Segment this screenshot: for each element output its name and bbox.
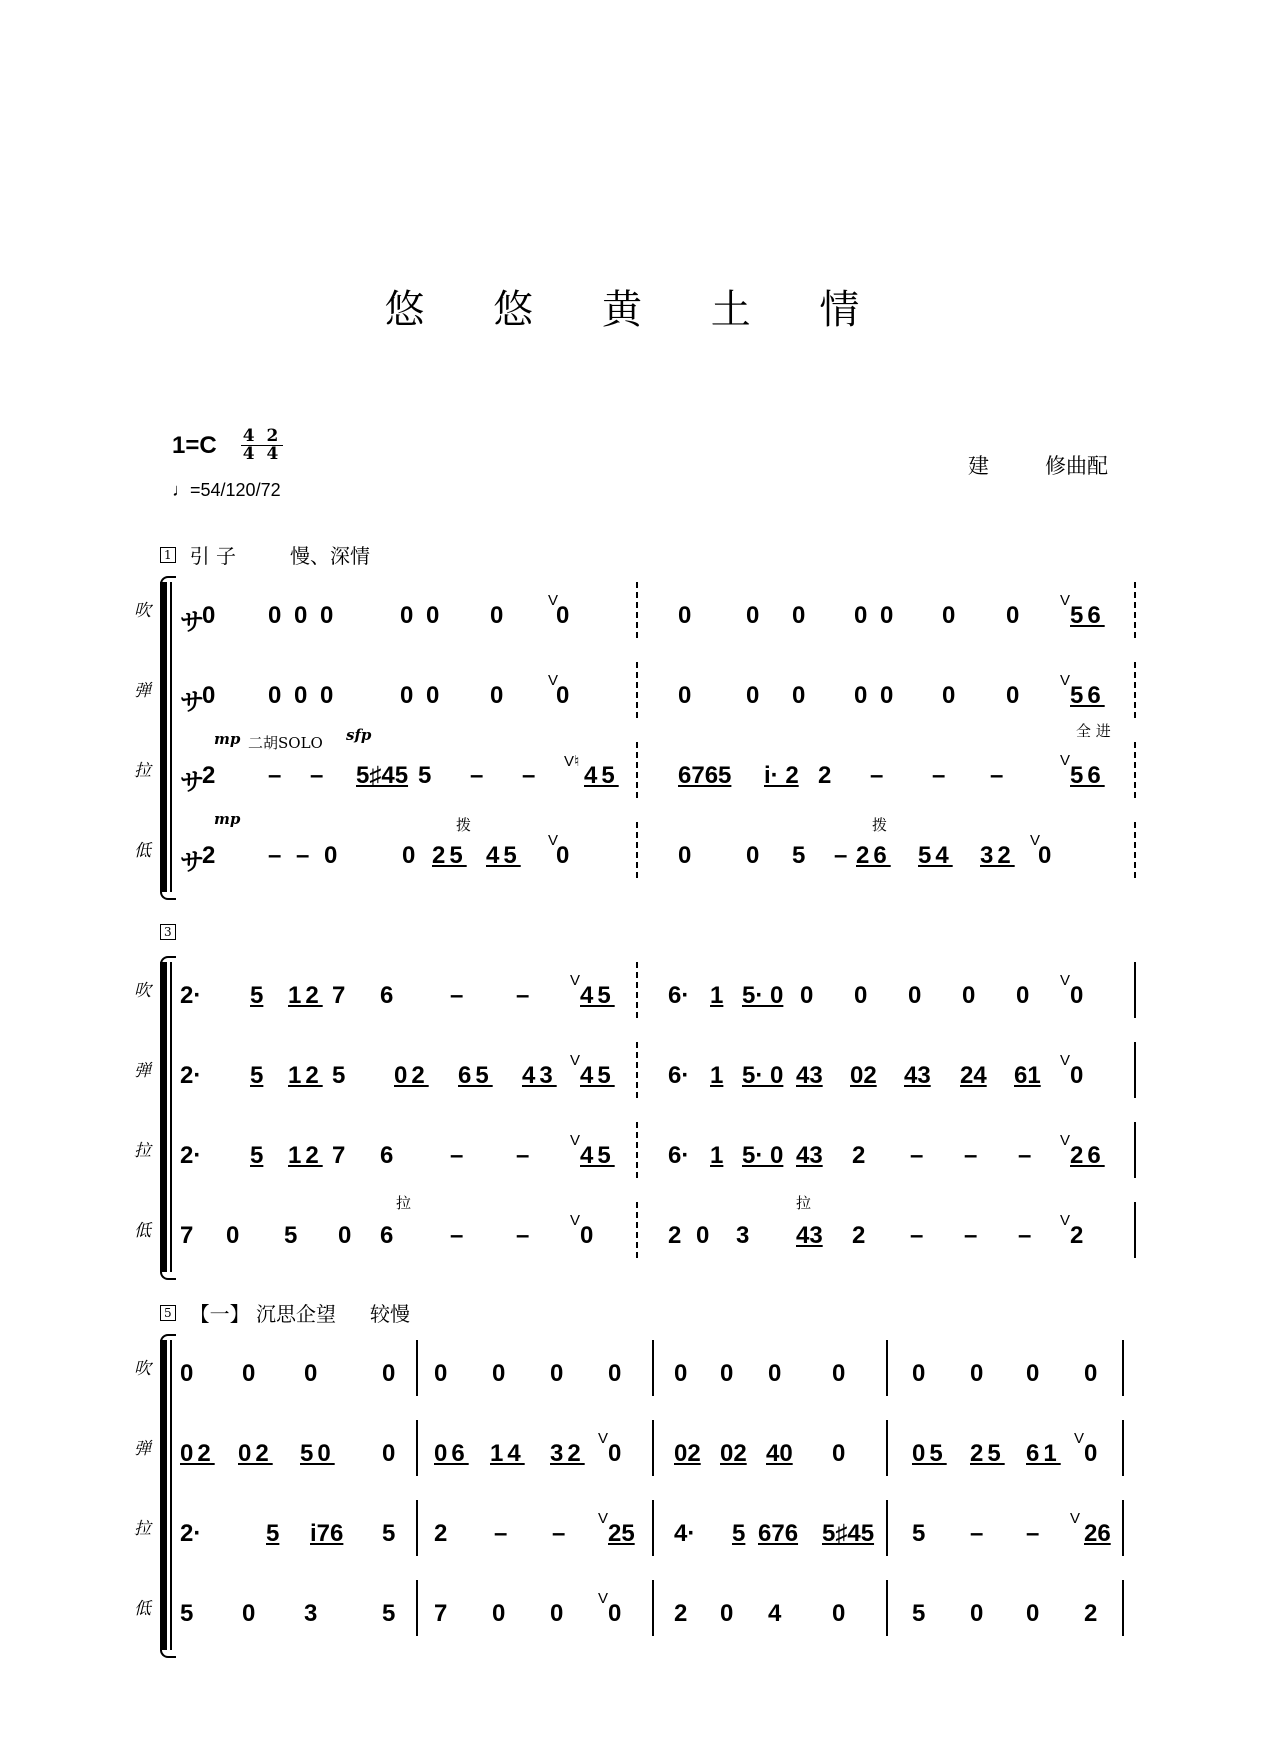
arco-annotation: 拉 (396, 1194, 412, 1212)
staff-plucked (134, 662, 1136, 718)
barline (1122, 1500, 1124, 1556)
dashed-barline (1134, 742, 1136, 798)
composer-role: 修曲配 (1045, 454, 1108, 478)
staff-bass (134, 1194, 1136, 1258)
instrument-label: 吹 (134, 601, 151, 621)
composer-name-part: 建 (968, 454, 989, 478)
dynamic-sfp: sfp (346, 726, 372, 744)
instrument-label: 拉 (134, 1141, 151, 1161)
barline (1134, 1202, 1136, 1258)
barline (1122, 1580, 1124, 1636)
barline (886, 1340, 888, 1396)
breath-mark: V (548, 592, 559, 609)
dashed-barline (636, 822, 638, 878)
staff-notes: 0 0 0 0 0 0 0 0 0 0 0 0 0 0 0 0 (180, 1360, 1098, 1387)
dashed-barline (636, 662, 638, 718)
key-signature: 1=C (172, 431, 217, 459)
instrument-label: 拉 (134, 1519, 151, 1539)
free-tempo-mark: サ (180, 609, 204, 636)
tempo-marking: ♩=54/120/72 (172, 480, 281, 500)
composer-credit (968, 450, 1108, 480)
barline (1134, 962, 1136, 1018)
staff-notes: サ 0 0 0 0 0 0 0 V 0 0 0 0 0 0 0 0 V 56 (180, 592, 1105, 636)
staff-bass (134, 810, 1136, 878)
staff-notes: 2· 5 12 7 6 – – V 45 6· 1 5· 0 43 2 – – – V 26 (180, 1132, 1105, 1169)
barline (416, 1420, 418, 1476)
instrument-label: 低 (134, 841, 151, 861)
bracket-bottom-hook (160, 890, 176, 900)
staff-notes: 5 0 3 5 7 0 0 V 0 2 0 4 0 5 0 0 2 (180, 1590, 1098, 1627)
dashed-barline (636, 1202, 638, 1258)
dashed-barline (1134, 822, 1136, 878)
staff-notes: 7 0 5 0 6 – – V 0 2 0 3 43 2 – – – V 2 (180, 1212, 1084, 1249)
score-system-1 (134, 582, 1136, 892)
dashed-barline (636, 962, 638, 1018)
instrument-label: 拉 (134, 761, 151, 781)
staff-bowed (134, 1122, 1136, 1178)
rehearsal-number: 3 (160, 924, 176, 940)
dashed-barline (636, 1122, 638, 1178)
barline (652, 1500, 654, 1556)
section-expression: 较慢 (370, 1302, 410, 1326)
staff-notes: サ 2 – – 0 0 25 45 V 0 0 0 5 – 26 54 32 V 0 (180, 832, 1052, 876)
dashed-barline (1134, 662, 1136, 718)
dashed-barline (636, 1042, 638, 1098)
dashed-barline (636, 582, 638, 638)
dashed-barline (636, 742, 638, 798)
time-signature (241, 428, 284, 463)
staff-bowed (134, 722, 1136, 798)
staff-bowed (134, 1500, 1136, 1556)
rehearsal-number: 5 (160, 1305, 176, 1321)
solo-annotation: 二胡SOLO (248, 734, 323, 752)
staff-notes: サ 0 0 0 0 0 0 0 V 0 0 0 0 0 0 0 0 V 56 (180, 672, 1105, 716)
instrument-label: 弹 (134, 1061, 151, 1081)
barline (652, 1340, 654, 1396)
staff-notes: 2· 5 12 5 02 65 43 V 45 6· 1 5· 0 43 02 43 24 61 V 0 (180, 1052, 1084, 1089)
staff-notes: サ 2 – – 5♯45 5 – – V♮ 45 6765 i· 2 2 – – – V 56 (180, 752, 1105, 796)
barline (1122, 1420, 1124, 1476)
score-title: 悠 悠 黄 土 情 (384, 287, 888, 333)
bracket-bottom-hook (160, 1648, 176, 1658)
barline (416, 1500, 418, 1556)
section-label: 引 子 (189, 544, 236, 568)
staff-wind (134, 1340, 1136, 1396)
barline (652, 1580, 654, 1636)
barline (1134, 1122, 1136, 1178)
instrument-label: 弹 (134, 1439, 151, 1459)
barline (1122, 1340, 1124, 1396)
instrument-label: 弹 (134, 681, 151, 701)
instrument-label: 吹 (134, 1359, 151, 1379)
score-system-3 (134, 1340, 1136, 1650)
barline (652, 1420, 654, 1476)
dynamic-mp: mp (214, 810, 241, 828)
dynamic-mp: mp (214, 730, 241, 748)
barline (416, 1580, 418, 1636)
section-heading-3 (160, 924, 176, 940)
staff-notes: 2· 5 12 7 6 – – V 45 6· 1 5· 0 0 0 0 0 0 V 0 (180, 972, 1084, 1009)
barline (416, 1340, 418, 1396)
barline (886, 1420, 888, 1476)
barline (886, 1580, 888, 1636)
bracket-bottom-hook (160, 1270, 176, 1280)
tutti-annotation: 全 进 (1076, 722, 1111, 740)
section-expression: 慢、深情 (290, 544, 370, 568)
section-heading-5 (160, 1298, 410, 1327)
instrument-label: 低 (134, 1221, 151, 1241)
key-and-meter (172, 428, 283, 463)
arco-annotation: 拉 (796, 1194, 812, 1212)
staff-wind (134, 582, 1136, 638)
staff-notes: 2· 5 i76 5 2 – – V 25 4· 5 676 5♯45 5 – – V 26 (180, 1510, 1111, 1547)
staff-wind (134, 962, 1136, 1018)
time-signature-denominators: 4 4 (242, 444, 282, 464)
dashed-barline (1134, 582, 1136, 638)
time-signature-numerators: 4 2 (242, 426, 282, 446)
barline (1134, 1042, 1136, 1098)
staff-bass (134, 1580, 1136, 1636)
staff-plucked (134, 1042, 1136, 1098)
staff-notes: 02 02 50 0 06 14 32 V 0 02 02 40 0 05 25 61 V 0 (180, 1430, 1098, 1467)
barline (886, 1500, 888, 1556)
section-heading-intro (160, 540, 370, 569)
instrument-label: 低 (134, 1599, 151, 1619)
section-label: 【一】 沉思企望 (189, 1302, 336, 1326)
staff-plucked (134, 1420, 1136, 1476)
rehearsal-number: 1 (160, 547, 176, 563)
pizzicato-annotation: 拨 (872, 816, 888, 834)
instrument-label: 吹 (134, 981, 151, 1001)
score-system-2 (134, 962, 1136, 1272)
pizzicato-annotation: 拨 (456, 816, 472, 834)
